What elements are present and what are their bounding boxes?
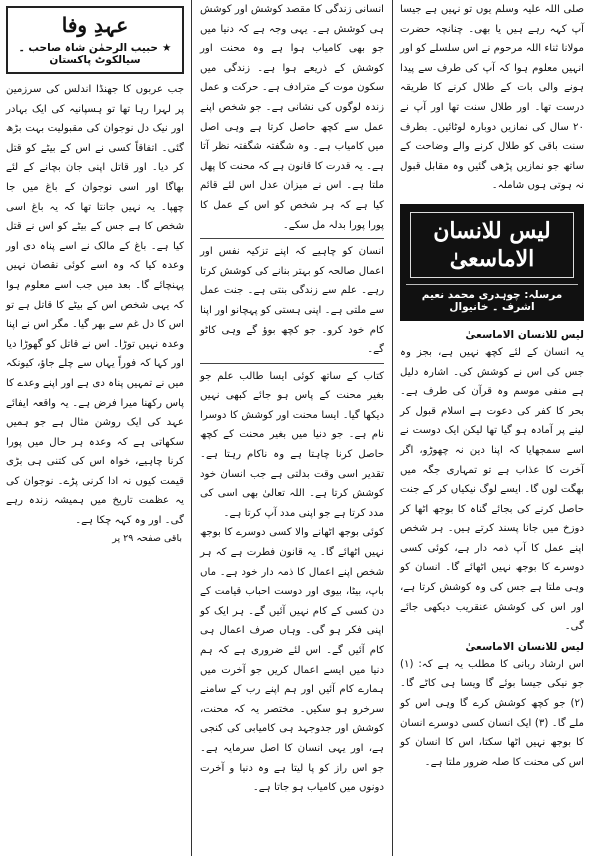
middle-column-paragraph: کوئی بوجھ اٹھانے والا کسی دوسرے کا بوجھ نہیں اٹھائے گا۔ یہ قانون فطرت ہے کہ ہر شخص اپنے اعمال کا ذمہ دار خود ہے۔ ماں باپ، بیٹا، بیوی اور دوست احباب قیامت کے دن کسی کے کام نہیں آئیں گے۔ ہر ایک کو اپنی فکر ہو گی۔ وہاں صرف اعمال ہی کام آئیں گے۔ اس لئے ضروری ہے کہ ہم دنیا میں ایسے اعمال کریں جو آخرت میں ہمارے کام آئیں اور ہم اپنے رب کے سامنے سرخرو ہو سکیں۔ مختصر یہ کہ محنت، کوشش اور جدوجہد ہی کامیابی کی کنجی ہے، اور یہی انسان کا اصل سرمایہ ہے۔ جو اس راز کو پا لیتا ہے وہ دنیا و آخرت دونوں میں کامیاب ہو جاتا ہے۔ xyxy=(200,527,384,794)
banner-byline: مرسلہ: چوہدری محمد نعیم اشرف ۔ خانیوال xyxy=(406,284,578,313)
author-name: حبیب الرحمٰن شاہ صاحب ۔ سیالکوٹ پاکستان xyxy=(18,42,158,66)
right-column-paragraph: صلی اللہ علیہ وسلم یوں تو نہیں ہے جیسا آپ کہہ رہے ہیں یا بھی۔ چنانچہ حضرت مولانا ثناء اللہ مرحوم نے اس سلسلے کو اور انہیں معلوم ہوا کہ آپ کی طرف سے پیدا ہونے والی بات کے طلال کرنے کا طریقہ درست تھا۔ اور طلال سنت تھا اور آپ نے ۲۰ سال کی نمازیں دوبارہ لوٹائیں۔ بطرف سنت باقی کو طلال کرنے والے وضاحت کے ساتھ جو نمازیں پڑھی گئیں وہ مقابل قبول نہ ہوتی ہوں شاملہ۔ xyxy=(400,4,584,192)
divider xyxy=(200,238,384,239)
banner-title: لیس للانسان الاماسعیٰ xyxy=(410,212,574,278)
article-title: عہدِ وفا xyxy=(61,13,129,37)
right-column xyxy=(394,0,590,856)
article-author xyxy=(14,42,176,66)
section-heading: لیس للانسان الاماسعیٰ xyxy=(465,328,584,341)
section-heading: لیس للانسان الاماسعیٰ xyxy=(465,640,584,653)
middle-column-paragraph: انسانی زندگی کا مقصد کوشش اور کوشش ہی کوشش ہے۔ یہی وجہ ہے کہ دنیا میں جو بھی کامیاب ہوا ہے وہ محنت اور کوشش کے ذریعے ہوا ہے۔ زندگی میں سکون موت کے مترادف ہے۔ حرکت و عمل زندہ لوگوں کی نشانی ہے۔ جو شخص اپنے عمل سے کچھ حاصل کرتا ہے وہی اصل میں کامیاب ہے۔ وہ شگفتہ شگفتہ نظر آتا ہے۔ یہ قدرت کا قانون ہے کہ محنت کا پھل ملتا ہے۔ اس نے میزان عدل اس لئے قائم کیا ہے کہ ہر شخص کو اس کے عمل کا پورا پورا بدلہ مل سکے۔ xyxy=(200,4,384,231)
column-divider xyxy=(392,0,393,856)
column-divider xyxy=(191,0,192,856)
middle-column xyxy=(194,0,390,856)
middle-column-paragraph: انسان کو چاہیے کہ اپنے تزکیہ نفس اور اعمال صالحہ کو بہتر بنانے کی کوشش کرتا رہے۔ علم سے زندگی بنتی ہے۔ جنت عمل سے ملتی ہے۔ اپنی ہستی کو پہچانو اور اپنا کام خود کرو۔ جو کچھ بوؤ گے وہی کاٹو گے۔ xyxy=(200,246,384,356)
continued-note: باقی صفحہ ۲۹ پر xyxy=(112,532,182,544)
left-column xyxy=(0,0,190,856)
article-banner xyxy=(400,204,584,321)
middle-column-paragraph: کتاب کے ساتھ کوئی ایسا طالب علم جو بغیر محنت کے پاس ہو جائے کبھی نہیں دیکھا گیا۔ ایسا محنت اور کوشش کا دوسرا نام ہے۔ جو دنیا میں بغیر محنت کے کچھ حاصل کرنا چاہتا ہے وہ ناکام رہتا ہے۔ تقدیر اسی وقت بدلتی ہے جب انسان خود کوشش کرتا ہے۔ اللہ تعالیٰ بھی اسی کی مدد کرتا ہے جو اپنی مدد آپ کرتا ہے۔ xyxy=(200,370,384,519)
right-column-paragraph: اس ارشاد ربانی کا مطلب یہ ہے کہ: (۱) جو نیکی جیسا بوئے گا ویسا ہی کاٹے گا۔ (۲) جو کچھ کوشش کرے گا وہی اس کو ملے گا۔ (۳) ایک انسان کسی دوسرے انسان کا بوجھ نہیں اٹھا سکتا، اس کا انسان کو اس کی محنت کا صلہ ضرور ملتا ہے۔ xyxy=(400,658,584,768)
left-column-paragraph: جب عربوں کا جھنڈا اندلس کی سرزمین پر لہرا رہا تھا تو ہسپانیہ کی ایک بہادر اور نیک دل نوجوان کی مقبولیت بہت بڑھ گئی۔ اتفاقاً کسی نے اس کے بیٹے کو قتل کر دیا۔ اور قاتل اپنی جان بچانے کے لئے بھاگا اور اسی نوجوان کے باغ میں جا چھپا۔ یہ نہیں جانتا تھا کہ یہ باغ اسی شخص کا ہے جس کے بیٹے کو اس نے قتل کیا ہے۔ باغ کے مالک نے اسے پناہ دی اور وعدہ کیا کہ وہ اسے کوئی نقصان نہیں پہنچائے گا۔ بعد میں جب اسے معلوم ہوا کہ یہی شخص اس کے بیٹے کا قاتل ہے تو اس کا دل غم سے بھر گیا۔ مگر اس نے اپنا وعدہ نہیں توڑا۔ اس نے قاتل کو گھوڑا دیا اور کہا کہ فوراً یہاں سے چلے جاؤ، کیونکہ میں نے تمہیں پناہ دی ہے اور اپنے وعدے کا پاس رکھنا میرا فرض ہے۔ یہ واقعہ ایفائے عہد کی ایک روشن مثال ہے جو ہمیں سکھاتی ہے کہ وعدہ ہر حال میں پورا کرنا چاہیے، خواہ اس کی کتنی ہی بڑی قیمت کیوں نہ ادا کرنی پڑے۔ نوجوان کی یہ عظمت تاریخ میں ہمیشہ زندہ رہے گی۔ اور وہ کہہ چکا ہے۔ xyxy=(6,84,184,527)
divider xyxy=(200,363,384,364)
star-icon: ★ xyxy=(161,42,172,54)
article-header xyxy=(6,6,184,74)
right-column-paragraph: یہ انسان کے لئے کچھ نہیں ہے، بجز وہ جس کی اس نے کوشش کی۔ اشارہ دلیل ہے منفی موسم وہ قرآن کی طرف ہے۔ بحر کا کفر کی دعوت ہے اسلام قبول کر لینے پر آمادہ ہو گیا تھا لیکن ایک دوست نے اسے سمجھایا کہ اپنا دین نہ چھوڑو، اگر آخرت کا عذاب ہے تو تمہاری جگہ میں بھگت لوں گا۔ ایسے لوگ نیکیاں کر کے جنت حاصل کرنے کی بجائے گناہ کا بوجھ اٹھا کر دوزخ میں جانا پسند کرتے ہیں۔ ہر شخص اپنے عمل کا آپ ذمہ دار ہے، کوئی کسی دوسرے کا بوجھ نہیں اٹھائے گا۔ انسان کو وہی ملتا ہے جس کی وہ کوشش کرتا ہے، اور اس کی کوشش عنقریب دیکھی جائے گی۔ xyxy=(400,346,584,633)
